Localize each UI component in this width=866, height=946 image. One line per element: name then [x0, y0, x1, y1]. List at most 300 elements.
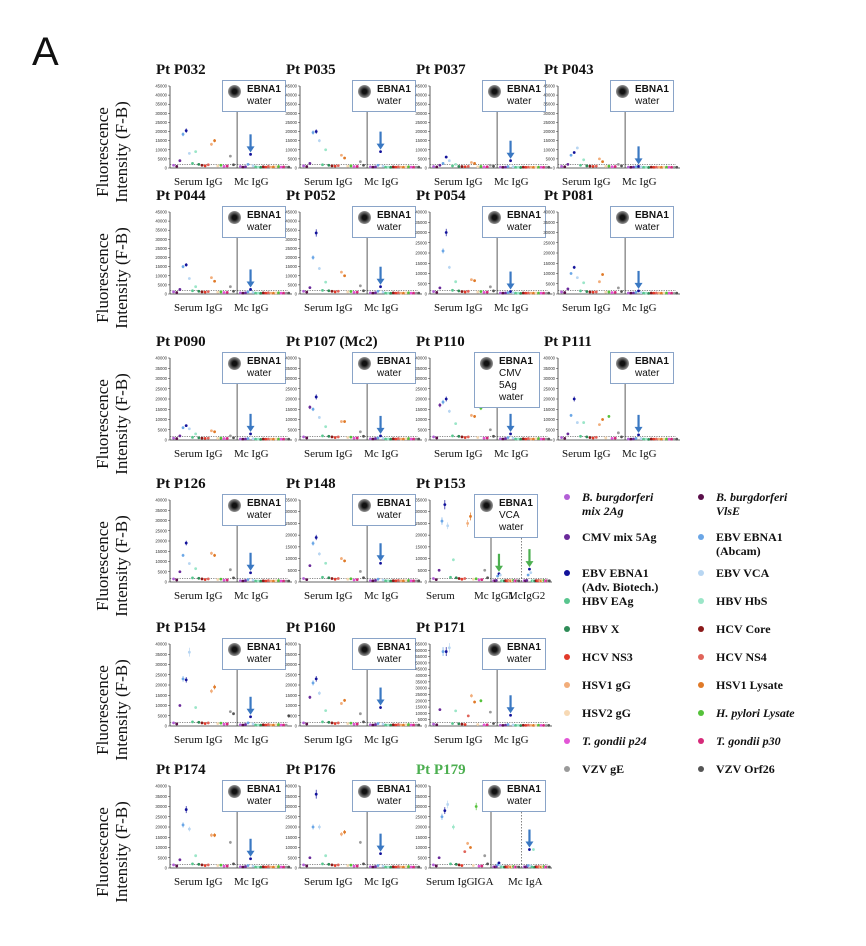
- y-tick-label: 15000: [285, 834, 297, 840]
- data-point: [389, 292, 392, 295]
- data-point: [499, 437, 502, 440]
- data-point: [585, 164, 588, 167]
- blot-inset: [222, 780, 286, 812]
- data-point: [272, 166, 275, 169]
- data-point: [464, 165, 467, 168]
- chart-pt-p126: [152, 476, 280, 606]
- data-point: [204, 722, 207, 725]
- inset-label: water: [247, 368, 272, 379]
- data-point: [655, 166, 658, 169]
- data-point: [502, 166, 505, 169]
- y-tick-label: 35000: [285, 497, 297, 503]
- data-point: [244, 438, 247, 441]
- data-point: [272, 866, 275, 869]
- data-point: [499, 292, 502, 295]
- data-point: [668, 166, 671, 169]
- data-point: [389, 724, 392, 727]
- data-point: [675, 438, 678, 441]
- legend-label: HSV2 gG: [582, 706, 632, 720]
- data-point: [254, 438, 257, 441]
- data-point: [507, 723, 510, 726]
- y-tick-label: 10000: [155, 273, 167, 279]
- data-point: [216, 722, 219, 725]
- data-point: [213, 834, 216, 837]
- legend-label: HCV NS4: [716, 650, 767, 664]
- data-point: [640, 166, 643, 169]
- data-point: [252, 865, 255, 868]
- y-tick-label: 20000: [155, 255, 167, 261]
- y-tick-label: 35000: [285, 651, 297, 657]
- data-point: [452, 558, 455, 561]
- data-point: [529, 571, 532, 574]
- data-point: [524, 724, 527, 727]
- legend-label: HCV NS3: [582, 650, 633, 664]
- data-point: [343, 157, 346, 160]
- y-tick-label: 45000: [543, 83, 555, 89]
- chart-title: Pt P179: [416, 762, 466, 778]
- y-tick-label: 15000: [285, 692, 297, 698]
- data-point: [394, 579, 397, 582]
- blot-spot: [358, 643, 371, 656]
- y-tick-label: 30000: [415, 110, 427, 116]
- y-tick-label: 10000: [155, 703, 167, 708]
- y-tick-label: 20000: [285, 129, 297, 135]
- data-point: [630, 166, 633, 169]
- data-point: [275, 579, 278, 582]
- chart-pt-p043: [540, 62, 668, 192]
- data-point: [194, 285, 197, 288]
- data-point: [461, 436, 464, 439]
- inset-label: EBNA1: [499, 356, 533, 367]
- arrow-marker: [507, 272, 515, 290]
- data-point: [492, 435, 495, 438]
- data-point: [389, 166, 392, 169]
- y-tick-label: 5000: [287, 713, 297, 719]
- data-point: [563, 437, 566, 440]
- data-point: [608, 415, 611, 418]
- data-point: [627, 166, 630, 169]
- data-point: [461, 290, 464, 293]
- data-point: [585, 290, 588, 293]
- data-point: [185, 808, 188, 811]
- inset-label: EBNA1: [377, 498, 411, 509]
- blot-spot: [616, 85, 629, 98]
- data-point: [660, 166, 663, 169]
- data-point: [527, 437, 530, 440]
- data-point: [244, 865, 247, 868]
- y-tick-label: 5000: [157, 713, 167, 719]
- data-point: [302, 164, 305, 167]
- data-point: [188, 828, 191, 831]
- legend-label: EBV EBNA1 (Adv. Biotech.): [582, 566, 659, 594]
- data-point: [239, 865, 242, 868]
- blot-inset: [222, 80, 286, 112]
- legend-item: [560, 594, 633, 608]
- arrow-marker: [525, 830, 533, 848]
- data-point: [182, 554, 185, 557]
- data-point: [362, 435, 365, 438]
- data-point: [579, 435, 582, 438]
- data-point: [531, 866, 534, 869]
- x-axis-label: Mc IgG: [494, 734, 529, 746]
- data-point: [334, 578, 337, 581]
- y-tick-label: 10000: [543, 271, 555, 276]
- legend-swatch: [698, 626, 704, 632]
- chart-title: Pt P044: [156, 188, 206, 204]
- data-point: [172, 164, 175, 167]
- row-axis-label: Fluorescence Intensity (F-B): [93, 801, 131, 903]
- data-point: [369, 865, 372, 868]
- legend-label: B. burgdorferi VlsE: [716, 490, 788, 518]
- arrow-marker: [247, 414, 255, 432]
- arrow-marker: [495, 554, 503, 572]
- data-point: [216, 864, 219, 867]
- x-axis-label: Mc IgG: [364, 590, 399, 602]
- data-point: [226, 165, 229, 168]
- y-tick-label: 30000: [155, 110, 167, 116]
- y-tick-label: 0: [552, 165, 555, 171]
- y-tick-label: 0: [424, 865, 427, 871]
- y-tick-label: 40000: [415, 92, 427, 98]
- blot-inset: [352, 780, 416, 812]
- inset-label: EBNA1: [247, 84, 281, 95]
- data-point: [302, 290, 305, 293]
- data-point: [220, 164, 223, 167]
- chart-pt-p148: [282, 476, 410, 606]
- data-point: [213, 139, 216, 142]
- data-point: [270, 166, 273, 169]
- data-point: [449, 863, 452, 866]
- x-axis-label: Mc IgA: [508, 876, 543, 888]
- data-point: [532, 724, 535, 727]
- blot-spot: [358, 211, 371, 224]
- legend-item: [560, 734, 647, 748]
- data-point: [188, 277, 191, 280]
- data-point: [312, 542, 315, 545]
- data-point: [220, 578, 223, 581]
- x-axis-label: Mc IgG: [622, 302, 657, 314]
- data-point: [254, 866, 257, 869]
- data-point: [442, 162, 445, 165]
- data-point: [470, 694, 473, 697]
- inset-label: water: [507, 222, 532, 233]
- arrow-marker: [247, 269, 255, 287]
- y-tick-label: 40000: [415, 673, 427, 679]
- data-point: [530, 724, 533, 727]
- data-point: [637, 165, 640, 168]
- data-point: [598, 280, 601, 283]
- chart-title: Pt P154: [156, 620, 206, 636]
- data-point: [542, 724, 545, 727]
- y-tick-label: 15000: [415, 260, 427, 266]
- y-tick-label: 15000: [155, 406, 167, 412]
- y-tick-label: 25000: [155, 386, 167, 392]
- x-axis-label: Serum IgG: [562, 448, 611, 460]
- data-point: [362, 576, 365, 579]
- data-point: [394, 166, 397, 169]
- data-point: [249, 571, 252, 574]
- data-point: [232, 863, 235, 866]
- y-tick-label: 35000: [543, 101, 555, 107]
- y-tick-label: 35000: [155, 507, 167, 513]
- data-point: [257, 724, 260, 727]
- y-tick-label: 25000: [415, 240, 427, 246]
- data-point: [658, 292, 661, 295]
- data-point: [194, 150, 197, 153]
- data-point: [346, 165, 349, 168]
- data-point: [663, 292, 666, 295]
- data-point: [239, 579, 242, 582]
- data-point: [343, 831, 346, 834]
- data-point: [611, 291, 614, 294]
- data-point: [585, 436, 588, 439]
- data-point: [601, 273, 604, 276]
- data-point: [470, 414, 473, 417]
- y-tick-label: 15000: [415, 406, 427, 412]
- data-point: [275, 292, 278, 295]
- data-point: [573, 266, 576, 269]
- data-point: [308, 856, 311, 859]
- chart-pt-p174: [152, 762, 280, 892]
- blot-spot: [228, 785, 241, 798]
- data-point: [486, 576, 489, 579]
- data-point: [402, 438, 405, 441]
- data-point: [178, 288, 181, 291]
- data-point: [182, 824, 185, 827]
- data-point: [324, 148, 327, 151]
- data-point: [499, 574, 502, 577]
- data-point: [223, 291, 226, 294]
- data-point: [492, 290, 495, 293]
- data-point: [207, 864, 210, 867]
- data-point: [302, 864, 305, 867]
- data-point: [324, 709, 327, 712]
- blot-spot: [488, 211, 501, 224]
- data-point: [204, 864, 207, 867]
- y-tick-label: 15000: [155, 138, 167, 144]
- legend-swatch: [698, 534, 704, 540]
- data-point: [640, 291, 643, 294]
- data-point: [566, 287, 569, 290]
- x-axis-label: Mc IgG: [364, 734, 399, 746]
- inset-label: EBNA1: [507, 84, 541, 95]
- legend-item: [694, 650, 767, 664]
- data-point: [172, 437, 175, 440]
- data-point: [601, 418, 604, 421]
- data-point: [315, 793, 318, 796]
- data-point: [611, 165, 614, 168]
- y-tick-label: 5000: [287, 855, 297, 861]
- data-point: [382, 723, 385, 726]
- y-tick-label: 10000: [285, 703, 297, 708]
- data-point: [517, 724, 520, 727]
- y-tick-label: 15000: [155, 548, 167, 554]
- y-tick-label: 25000: [155, 814, 167, 820]
- data-point: [204, 291, 207, 294]
- blot-spot: [488, 85, 501, 98]
- data-point: [454, 163, 457, 166]
- data-point: [464, 723, 467, 726]
- arrow-marker: [635, 271, 643, 289]
- y-tick-label: 10000: [155, 147, 167, 153]
- x-axis-label: Mc IgG: [234, 876, 269, 888]
- data-point: [244, 165, 247, 168]
- data-point: [467, 165, 470, 168]
- y-tick-label: 0: [164, 437, 167, 443]
- data-point: [188, 427, 191, 430]
- blot-inset: [482, 638, 546, 670]
- y-tick-label: 45000: [415, 83, 427, 89]
- data-point: [302, 722, 305, 725]
- legend-item: [694, 490, 787, 518]
- data-point: [387, 724, 390, 727]
- data-point: [318, 552, 321, 555]
- data-point: [438, 286, 441, 289]
- data-point: [327, 863, 330, 866]
- data-point: [570, 272, 573, 275]
- x-axis-label: Mc IgG: [234, 590, 269, 602]
- x-axis-label: Mc IgG: [364, 302, 399, 314]
- data-point: [517, 438, 520, 441]
- data-point: [670, 292, 673, 295]
- data-point: [517, 579, 520, 582]
- y-tick-label: 30000: [285, 509, 297, 515]
- data-point: [632, 292, 635, 295]
- data-point: [242, 166, 245, 169]
- y-tick-label: 60000: [415, 647, 427, 653]
- data-point: [402, 292, 405, 295]
- data-point: [532, 292, 535, 295]
- arrow-marker: [247, 134, 255, 152]
- y-tick-label: 40000: [285, 218, 297, 224]
- data-point: [470, 161, 473, 164]
- data-point: [249, 857, 252, 860]
- data-point: [188, 562, 191, 565]
- data-point: [331, 722, 334, 725]
- data-point: [483, 437, 486, 440]
- data-point: [226, 723, 229, 726]
- data-point: [182, 265, 185, 268]
- data-point: [242, 292, 245, 295]
- data-point: [504, 166, 507, 169]
- data-point: [305, 578, 308, 581]
- data-point: [438, 856, 441, 859]
- y-tick-label: 0: [164, 723, 167, 729]
- data-point: [532, 848, 535, 851]
- data-point: [530, 166, 533, 169]
- legend-label: VZV Orf26: [716, 762, 775, 776]
- data-point: [213, 430, 216, 433]
- data-point: [480, 699, 483, 702]
- data-point: [182, 426, 185, 429]
- y-tick-label: 20000: [415, 698, 427, 704]
- data-point: [402, 866, 405, 869]
- data-point: [315, 232, 318, 235]
- arrow-marker: [377, 132, 385, 150]
- data-point: [635, 165, 638, 168]
- data-point: [442, 650, 445, 653]
- data-point: [356, 437, 359, 440]
- data-point: [216, 291, 219, 294]
- legend-item: [694, 734, 781, 748]
- data-point: [504, 724, 507, 727]
- data-point: [457, 435, 460, 438]
- y-tick-label: 40000: [415, 355, 427, 361]
- data-point: [455, 863, 458, 866]
- blot-spot: [228, 499, 241, 512]
- data-point: [441, 815, 444, 818]
- x-axis-label: Mc IgG: [494, 176, 529, 188]
- legend-item: [694, 622, 771, 636]
- data-point: [673, 438, 676, 441]
- data-point: [247, 290, 250, 293]
- data-point: [480, 578, 483, 581]
- x-axis-label: Serum IgG: [434, 734, 483, 746]
- y-tick-label: 35000: [415, 101, 427, 107]
- inset-label: EBNA1: [507, 210, 541, 221]
- row-axis-label: Fluorescence Intensity (F-B): [93, 101, 131, 203]
- x-axis-label: Mc IgG1: [474, 590, 515, 602]
- data-point: [402, 579, 405, 582]
- y-tick-label: 25000: [155, 245, 167, 251]
- data-point: [448, 646, 451, 649]
- data-point: [239, 438, 242, 441]
- y-tick-label: 10000: [155, 417, 167, 422]
- data-point: [537, 724, 540, 727]
- blot-spot: [616, 357, 629, 370]
- data-point: [207, 437, 210, 440]
- data-point: [337, 164, 340, 167]
- data-point: [267, 438, 270, 441]
- data-point: [466, 522, 469, 525]
- data-point: [254, 166, 257, 169]
- legend-swatch: [698, 738, 704, 744]
- data-point: [604, 437, 607, 440]
- chart-title: Pt P110: [416, 334, 465, 350]
- data-point: [522, 292, 525, 295]
- data-point: [663, 438, 666, 441]
- y-tick-label: 25000: [285, 119, 297, 125]
- y-tick-label: 5000: [417, 281, 427, 287]
- y-tick-label: 0: [294, 291, 297, 297]
- y-tick-label: 0: [164, 291, 167, 297]
- data-point: [451, 435, 454, 438]
- x-axis-label: Mc IgG: [234, 448, 269, 460]
- data-point: [331, 436, 334, 439]
- x-axis-label: Mc IgG: [234, 176, 269, 188]
- data-point: [239, 292, 242, 295]
- data-point: [392, 437, 395, 440]
- data-point: [302, 436, 305, 439]
- data-point: [191, 162, 194, 165]
- data-point: [249, 715, 252, 718]
- data-point: [340, 702, 343, 705]
- data-point: [407, 437, 410, 440]
- data-point: [530, 438, 533, 441]
- data-point: [394, 724, 397, 727]
- y-tick-label: 40000: [285, 355, 297, 361]
- data-point: [252, 291, 255, 294]
- data-point: [463, 850, 466, 853]
- data-point: [262, 438, 265, 441]
- data-point: [175, 579, 178, 582]
- chart-title: Pt P043: [544, 62, 594, 78]
- chart-pt-p160: [282, 620, 410, 750]
- data-point: [172, 290, 175, 293]
- data-point: [185, 678, 188, 681]
- data-point: [435, 578, 438, 581]
- y-tick-label: 20000: [155, 129, 167, 135]
